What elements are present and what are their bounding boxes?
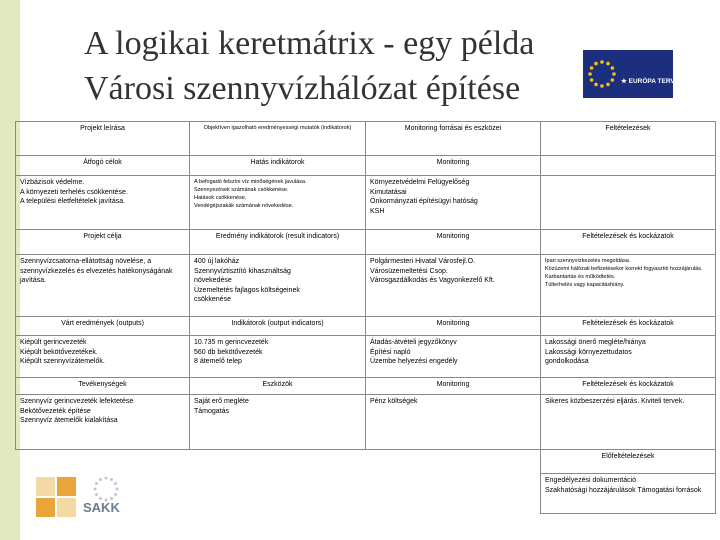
section-header-cell: Hatás indikátorok bbox=[190, 156, 366, 176]
table-cell: Lakossági önerő megléte/hiánya Lakossági környezettudatos gondolkodása bbox=[541, 336, 716, 378]
empty-cell bbox=[16, 450, 190, 474]
table-cell: Szennyvízcsatorna-ellátottság növelése, a szennyvízkezelés és elvezetés hatékonyságának javítása. bbox=[16, 255, 190, 317]
section-header-cell: Átfogó célok bbox=[16, 156, 190, 176]
section-header-cell: Eredmény indikátorok (result indicators) bbox=[190, 230, 366, 255]
table-cell: Környezetvédelmi Felügyelőség Kimutatásai Önkormányzati építésügyi hatóság KSH bbox=[366, 176, 541, 230]
table-row bbox=[16, 395, 716, 450]
sakk-logo bbox=[33, 474, 133, 524]
table-cell: Polgármesteri Hivatal Városfejl.O. Városüzemeltetési Csop. Városgazdálkodás és Vagyonkezelő Kft. bbox=[366, 255, 541, 317]
section-header-cell: Feltételezések és kockázatok bbox=[541, 378, 716, 395]
sakk-logo-text: SAKK bbox=[83, 500, 120, 515]
table-cell: Átadás-átvételi jegyzőkönyv Építési napló Üzembe helyezési engedély bbox=[366, 336, 541, 378]
section-header-cell: Feltételezések és kockázatok bbox=[541, 317, 716, 336]
table-header-row bbox=[16, 122, 716, 156]
section-header-cell: Monitoring bbox=[366, 378, 541, 395]
logo-square bbox=[36, 477, 55, 496]
table-cell: Engedélyezési dokumentáció Szakhatósági hozzájárulások Támogatási források bbox=[541, 474, 716, 514]
section-header-cell: Előfeltételezések bbox=[541, 450, 716, 474]
slide-title-line-1: A logikai keretmátrix - egy példa bbox=[84, 25, 535, 62]
table-cell: 10.735 m gerincvezeték 560 db bekötővezeték 8 átemelő telep bbox=[190, 336, 366, 378]
section-header-row bbox=[16, 156, 716, 176]
header-cell: Projekt leírása bbox=[16, 122, 190, 156]
section-header-row bbox=[16, 317, 716, 336]
section-header-cell bbox=[541, 156, 716, 176]
header-cell: Feltételezések bbox=[541, 122, 716, 156]
empty-cell bbox=[366, 450, 541, 474]
table-row bbox=[16, 176, 716, 230]
empty-cell bbox=[366, 474, 541, 514]
table-cell: Kiépült gerincvezeték Kiépült bekötővezetékek. Kiépült szennyvízátemelők. bbox=[16, 336, 190, 378]
table-cell: Sikeres közbeszerzési eljárás. Kiviteli tervek. bbox=[541, 395, 716, 450]
section-header-cell: Monitoring bbox=[366, 230, 541, 255]
logo-square bbox=[57, 498, 76, 517]
logframe-table bbox=[15, 121, 716, 514]
section-header-cell: Indikátorok (output indicators) bbox=[190, 317, 366, 336]
europa-terv-logo-text: ★ EURÓPA TERV bbox=[621, 78, 675, 85]
europa-terv-logo bbox=[583, 50, 673, 98]
section-header-row bbox=[16, 450, 716, 474]
section-header-cell: Monitoring bbox=[366, 156, 541, 176]
header-cell: Monitoring forrásai és eszközei bbox=[366, 122, 541, 156]
table-cell: 400 új lakóház Szennyvíztisztító kihasználtság növekedése Üzemeltetés fajlagos költségeinek csökkenése bbox=[190, 255, 366, 317]
section-header-cell: Feltételezések és kockázatok bbox=[541, 230, 716, 255]
table-cell bbox=[541, 176, 716, 230]
empty-cell bbox=[190, 474, 366, 514]
table-cell: Szennyvíz gerincvezeték lefektetése Bekötővezeték építése Szennyvíz átemelők kialakítása bbox=[16, 395, 190, 450]
table-cell: Pénz költségek bbox=[366, 395, 541, 450]
table-row bbox=[16, 336, 716, 378]
eu-stars-icon bbox=[586, 54, 620, 94]
empty-cell bbox=[190, 450, 366, 474]
table-row bbox=[16, 255, 716, 317]
section-header-row bbox=[16, 378, 716, 395]
section-header-cell: Monitoring bbox=[366, 317, 541, 336]
table-cell: Ipari szennyvízkezelés megoldása. Közüzemi hálózati befizetésekor korrekt fogyasztói hozzájárulás. Karbantartás és működtetés. Túlterhelés vagy kapacitáshiány. bbox=[541, 255, 716, 317]
logo-square bbox=[57, 477, 76, 496]
table-cell: Saját erő megléte Támogatás bbox=[190, 395, 366, 450]
section-header-cell: Tevékenységek bbox=[16, 378, 190, 395]
header-cell: Objektíven igazolható eredményességi mutatók (indikátorok) bbox=[190, 122, 366, 156]
table-cell: Vízbázisok védelme. A környezeti terhelés csökkentése. A települési életfeltételek javítása. bbox=[16, 176, 190, 230]
table-cell: A befogadó felszíni víz minőségének javulása. Szennyezések számának csökkenése. Hatások csökkenése. Vendégéjszakák számának növekedése. bbox=[190, 176, 366, 230]
logo-square bbox=[36, 498, 55, 517]
section-header-cell: Eszközök bbox=[190, 378, 366, 395]
slide-title-line-2: Városi szennyvízhálózat építése bbox=[84, 70, 521, 107]
section-header-cell: Projekt célja bbox=[16, 230, 190, 255]
section-header-row bbox=[16, 230, 716, 255]
section-header-cell: Várt eredmények (outputs) bbox=[16, 317, 190, 336]
